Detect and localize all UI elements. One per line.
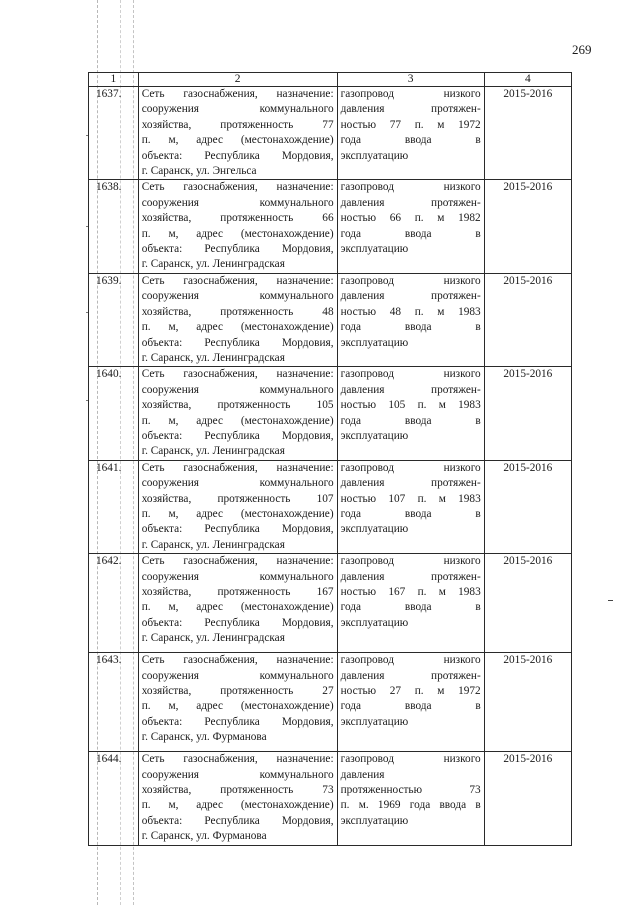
description-line: г. Саранск, ул. Ленинградская [141, 538, 285, 551]
description-line: хозяйства, протяженность 48 [141, 305, 334, 318]
description-line: Сеть газоснабжения, назначение: [141, 181, 334, 194]
description-line: Сеть газоснабжения, назначение: [141, 88, 334, 100]
characteristics-line: протяженностью 73 [340, 784, 481, 796]
description-line: хозяйства, протяженность 77 [141, 118, 334, 131]
characteristics-line: ностью 27 п. м 1972 [340, 685, 481, 697]
description-line: Сеть газоснабжения, назначение: [141, 753, 334, 766]
characteristics-line: эксплуатацию [340, 715, 409, 728]
description-line: хозяйства, протяженность 73 [141, 784, 334, 796]
table-row [89, 273, 572, 366]
characteristics-line: ностью 66 п. м 1982 [340, 212, 481, 225]
row-number: 1640. [89, 367, 139, 460]
description-line: Сеть газоснабжения, назначение: [141, 368, 334, 381]
description-line: п. м, адрес (местонахождение) [141, 321, 334, 334]
characteristics-line: эксплуатацию [340, 429, 409, 442]
description-line: Сеть газоснабжения, назначение: [141, 461, 334, 474]
characteristics-line: ностью 48 п. м 1983 [340, 305, 481, 318]
description-line: сооружения коммунального [141, 290, 334, 303]
characteristics-line: ностью 77 п. м 1972 [340, 118, 481, 131]
table-row [89, 460, 572, 553]
period-years: 2015-2016 [484, 554, 571, 653]
characteristics-line: газопровод низкого [340, 555, 481, 568]
table-row [89, 180, 572, 273]
row-number: 1643. [89, 653, 139, 752]
description-line: г. Саранск, ул. Ленинградская [141, 632, 285, 645]
characteristics-line: ностью 105 п. м 1983 [340, 399, 481, 412]
characteristics-line: давления протяжен- [340, 196, 481, 209]
description-line: сооружения коммунального [141, 196, 334, 209]
object-description [138, 752, 337, 845]
characteristics-line: давления протяжен- [340, 570, 481, 583]
period-years: 2015-2016 [484, 460, 571, 553]
characteristics-line: газопровод низкого [340, 368, 481, 381]
characteristics-line: газопровод низкого [340, 753, 481, 766]
description-line: сооружения коммунального [141, 669, 334, 682]
characteristics-line: года ввода в [340, 414, 481, 427]
characteristics-line: эксплуатацию [340, 336, 409, 349]
description-line: объекта: Республика Мордовия, [141, 616, 334, 629]
description-line: сооружения коммунального [141, 103, 334, 116]
registry-table [88, 72, 572, 846]
period-years: 2015-2016 [484, 367, 571, 460]
description-line: сооружения коммунального [141, 477, 334, 490]
table-row [89, 653, 572, 752]
object-characteristics [337, 367, 484, 460]
description-line: хозяйства, протяженность 167 [141, 586, 334, 598]
characteristics-line: газопровод низкого [340, 181, 481, 194]
characteristics-line: давления протяжен- [340, 103, 481, 116]
characteristics-line: года ввода в [340, 134, 481, 147]
period-years: 2015-2016 [484, 752, 571, 845]
characteristics-line: года ввода в [340, 321, 481, 334]
row-number: 1641. [89, 460, 139, 553]
description-line: п. м, адрес (местонахождение) [141, 601, 334, 614]
description-line: сооружения коммунального [141, 383, 334, 396]
table-row [89, 367, 572, 460]
description-line: Сеть газоснабжения, назначение: [141, 555, 334, 568]
object-description [138, 653, 337, 752]
description-line: г. Саранск, ул. Ленинградская [141, 258, 285, 271]
characteristics-line: года ввода в [340, 507, 481, 520]
description-line: г. Саранск, ул. Фурманова [141, 731, 267, 744]
table-row [89, 752, 572, 845]
description-line: хозяйства, протяженность 105 [141, 399, 334, 412]
characteristics-line: п. м. 1969 года ввода в [340, 799, 481, 812]
column-header: 2 [138, 73, 337, 87]
characteristics-line: газопровод низкого [340, 461, 481, 474]
object-characteristics [337, 273, 484, 366]
characteristics-line: года ввода в [340, 700, 481, 713]
object-characteristics [337, 87, 484, 180]
object-description [138, 180, 337, 273]
period-years: 2015-2016 [484, 87, 571, 180]
description-line: г. Саранск, ул. Ленинградская [141, 445, 285, 458]
row-number: 1637. [89, 87, 139, 180]
period-years: 2015-2016 [484, 273, 571, 366]
description-line: объекта: Республика Мордовия, [141, 149, 334, 162]
description-line: г. Саранск, ул. Ленинградская [141, 351, 285, 364]
row-number: 1642. [89, 554, 139, 653]
characteristics-line: года ввода в [340, 227, 481, 240]
characteristics-line: эксплуатацию [340, 616, 409, 629]
object-characteristics [337, 180, 484, 273]
characteristics-line: давления протяжен- [340, 383, 481, 396]
characteristics-line: эксплуатацию [340, 523, 409, 536]
description-line: п. м, адрес (местонахождение) [141, 507, 334, 520]
table-header-row [89, 73, 572, 87]
characteristics-line: давления протяжен- [340, 477, 481, 490]
object-description [138, 87, 337, 180]
object-characteristics [337, 554, 484, 653]
characteristics-line: эксплуатацию [340, 243, 409, 256]
description-line: Сеть газоснабжения, назначение: [141, 274, 334, 287]
description-line: сооружения коммунального [141, 768, 334, 781]
characteristics-line: года ввода в [340, 601, 481, 614]
scan-artifact-mark [608, 600, 613, 601]
description-line: Сеть газоснабжения, назначение: [141, 654, 334, 667]
period-years: 2015-2016 [484, 180, 571, 273]
characteristics-line: газопровод низкого [340, 654, 481, 667]
object-description [138, 554, 337, 653]
description-line: хозяйства, протяженность 27 [141, 685, 334, 697]
description-line: объекта: Республика Мордовия, [141, 429, 334, 442]
characteristics-line: газопровод низкого [340, 274, 481, 287]
description-line: сооружения коммунального [141, 570, 334, 583]
column-header: 3 [337, 73, 484, 87]
page-number: 269 [572, 42, 592, 57]
description-line: п. м, адрес (местонахождение) [141, 799, 334, 812]
column-header: 4 [484, 73, 571, 87]
characteristics-line: ностью 107 п. м 1983 [340, 492, 481, 505]
description-line: объекта: Республика Мордовия, [141, 523, 334, 536]
row-number: 1644. [89, 752, 139, 845]
object-description [138, 367, 337, 460]
description-line: п. м, адрес (местонахождение) [141, 227, 334, 240]
characteristics-line: давления [340, 768, 385, 781]
table-row [89, 554, 572, 653]
characteristics-line: давления протяжен- [340, 290, 481, 303]
description-line: г. Саранск, ул. Фурманова [141, 830, 267, 843]
column-header: 1 [89, 73, 139, 87]
description-line: объекта: Республика Мордовия, [141, 814, 334, 827]
characteristics-line: газопровод низкого [340, 88, 481, 100]
description-line: хозяйства, протяженность 107 [141, 492, 334, 505]
description-line: хозяйства, протяженность 66 [141, 212, 334, 225]
characteristics-line: эксплуатацию [340, 149, 409, 162]
object-characteristics [337, 653, 484, 752]
description-line: п. м, адрес (местонахождение) [141, 134, 334, 147]
table-row [89, 87, 572, 180]
description-line: объекта: Республика Мордовия, [141, 336, 334, 349]
period-years: 2015-2016 [484, 653, 571, 752]
object-characteristics [337, 752, 484, 845]
object-characteristics [337, 460, 484, 553]
characteristics-line: давления протяжен- [340, 669, 481, 682]
object-description [138, 460, 337, 553]
row-number: 1639. [89, 273, 139, 366]
row-number: 1638. [89, 180, 139, 273]
characteristics-line: ностью 167 п. м 1983 [340, 586, 481, 598]
description-line: п. м, адрес (местонахождение) [141, 414, 334, 427]
description-line: п. м, адрес (местонахождение) [141, 700, 334, 713]
object-description [138, 273, 337, 366]
description-line: объекта: Республика Мордовия, [141, 243, 334, 256]
description-line: г. Саранск, ул. Энгельса [141, 165, 257, 178]
description-line: объекта: Республика Мордовия, [141, 715, 334, 728]
characteristics-line: эксплуатацию [340, 814, 409, 827]
